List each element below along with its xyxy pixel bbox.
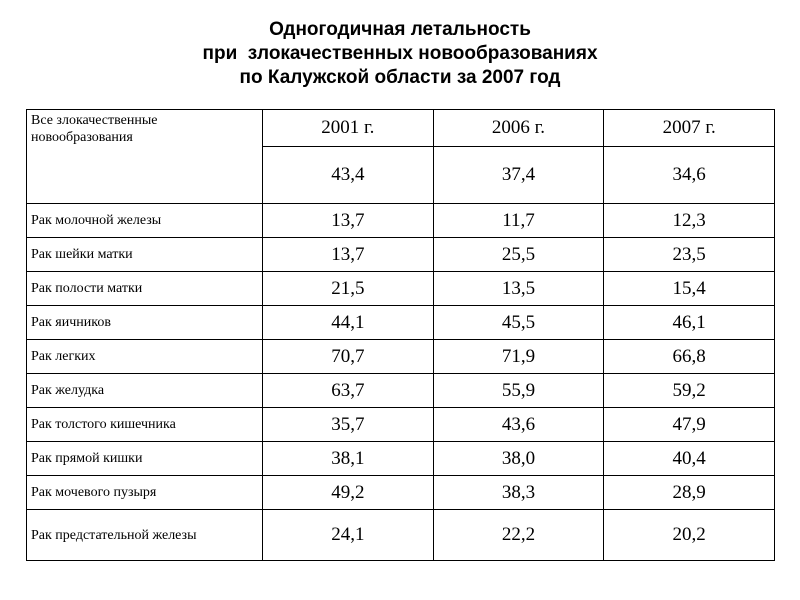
table-cell: 38,0: [433, 442, 604, 476]
table-cell: 23,5: [604, 238, 775, 272]
table-cell: 38,1: [263, 442, 434, 476]
title-line-3: по Калужской области за 2007 год: [239, 67, 561, 88]
table-cell: 25,5: [433, 238, 604, 272]
row-label: Рак легких: [27, 340, 263, 374]
table-cell: 63,7: [263, 374, 434, 408]
mortality-table: [26, 109, 775, 561]
table-row: [27, 374, 775, 408]
table-cell: 22,2: [433, 510, 604, 561]
table-cell: 24,1: [263, 510, 434, 561]
table-row: [27, 510, 775, 561]
row-label: Рак молочной железы: [27, 204, 263, 238]
row-label: Рак полости матки: [27, 272, 263, 306]
row-label: Рак прямой кишки: [27, 442, 263, 476]
table-cell: 43,6: [433, 408, 604, 442]
table-header-row: [27, 110, 775, 147]
table-cell: 15,4: [604, 272, 775, 306]
table-cell: 13,7: [263, 204, 434, 238]
table-row: [27, 442, 775, 476]
table-cell: 47,9: [604, 408, 775, 442]
row-label: Рак предстательной железы: [27, 510, 263, 561]
row-label: Рак желудка: [27, 374, 263, 408]
table-row: [27, 408, 775, 442]
table-cell: 11,7: [433, 204, 604, 238]
table-cell: 46,1: [604, 306, 775, 340]
table-cell: 37,4: [433, 147, 604, 204]
year-header-2007: 2007 г.: [604, 110, 775, 147]
title-line-1: Одногодичная летальность: [269, 19, 531, 40]
table-cell: 49,2: [263, 476, 434, 510]
table-cell: 40,4: [604, 442, 775, 476]
table-cell: 66,8: [604, 340, 775, 374]
table-cell: 70,7: [263, 340, 434, 374]
page-title: [0, 18, 800, 90]
table-row: [27, 238, 775, 272]
table-row: [27, 306, 775, 340]
row-label: Рак яичников: [27, 306, 263, 340]
table-cell: 59,2: [604, 374, 775, 408]
table-cell: 13,7: [263, 238, 434, 272]
year-header-2006: 2006 г.: [433, 110, 604, 147]
table-cell: 38,3: [433, 476, 604, 510]
all-neoplasms-label: Все злокачественные новообразования: [27, 110, 263, 204]
table-row: [27, 476, 775, 510]
title-line-2: при злокачественных новообразованиях: [202, 43, 598, 64]
table-cell: 43,4: [263, 147, 434, 204]
table-cell: 21,5: [263, 272, 434, 306]
table-cell: 44,1: [263, 306, 434, 340]
table-cell: 13,5: [433, 272, 604, 306]
table-cell: 34,6: [604, 147, 775, 204]
row-label: Рак шейки матки: [27, 238, 263, 272]
table-cell: 28,9: [604, 476, 775, 510]
table-cell: 55,9: [433, 374, 604, 408]
table-cell: 45,5: [433, 306, 604, 340]
year-header-2001: 2001 г.: [263, 110, 434, 147]
table-row: [27, 340, 775, 374]
row-label: Рак толстого кишечника: [27, 408, 263, 442]
row-label: Рак мочевого пузыря: [27, 476, 263, 510]
table-cell: 12,3: [604, 204, 775, 238]
table-row: [27, 204, 775, 238]
table-row: [27, 272, 775, 306]
table-cell: 71,9: [433, 340, 604, 374]
table-cell: 35,7: [263, 408, 434, 442]
table-cell: 20,2: [604, 510, 775, 561]
